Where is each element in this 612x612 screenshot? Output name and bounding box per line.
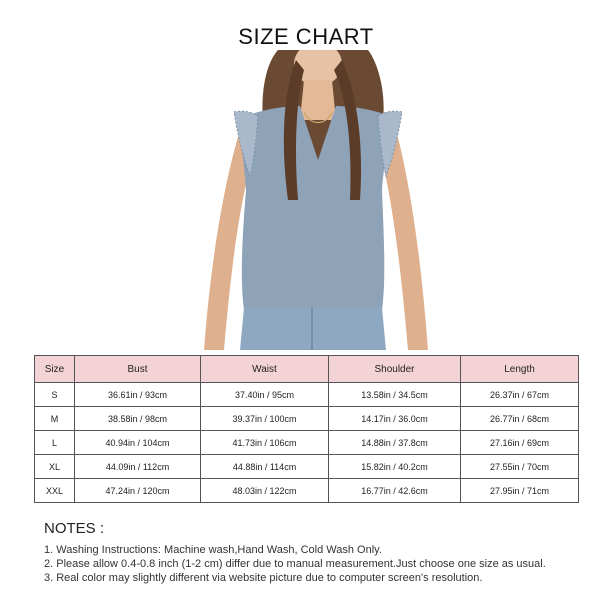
size-cell: XL [35,455,75,479]
header-shoulder: Shoulder [329,356,461,383]
size-cell: XXL [35,479,75,503]
bust-cell: 47.24in / 120cm [75,479,201,503]
size-cell: L [35,431,75,455]
header-waist: Waist [201,356,329,383]
note-item: 3. Real color may slightly different via website picture due to computer screen's resolution. [44,572,483,584]
shoulder-cell: 13.58in / 34.5cm [329,383,461,407]
table-row [35,455,579,479]
waist-cell: 41.73in / 106cm [201,431,329,455]
length-cell: 27.55in / 70cm [461,455,579,479]
shoulder-cell: 14.88in / 37.8cm [329,431,461,455]
table-row [35,431,579,455]
length-cell: 26.37in / 67cm [461,383,579,407]
notes-list [44,543,604,585]
waist-cell: 37.40in / 95cm [201,383,329,407]
bust-cell: 44.09in / 112cm [75,455,201,479]
table-row [35,479,579,503]
header-bust: Bust [75,356,201,383]
product-photo [200,50,430,350]
header-length: Length [461,356,579,383]
note-item: 2. Please allow 0.4-0.8 inch (1-2 cm) differ due to manual measurement.Just choose one size as usual. [44,558,546,570]
length-cell: 26.77in / 68cm [461,407,579,431]
notes-heading: NOTES : [44,520,105,537]
note-item: 1. Washing Instructions: Machine wash,Hand Wash, Cold Wash Only. [44,544,382,556]
bust-cell: 36.61in / 93cm [75,383,201,407]
waist-cell: 48.03in / 122cm [201,479,329,503]
table-row [35,407,579,431]
length-cell: 27.16in / 69cm [461,431,579,455]
notes-section [44,520,604,585]
table-header-row [35,356,579,383]
size-cell: M [35,407,75,431]
bust-cell: 40.94in / 104cm [75,431,201,455]
shoulder-cell: 15.82in / 40.2cm [329,455,461,479]
shoulder-cell: 16.77in / 42.6cm [329,479,461,503]
page-title: SIZE CHART [238,24,374,49]
size-cell: S [35,383,75,407]
table-row [35,383,579,407]
waist-cell: 39.37in / 100cm [201,407,329,431]
shoulder-cell: 14.17in / 36.0cm [329,407,461,431]
size-chart-table [34,355,579,503]
header-size: Size [35,356,75,383]
waist-cell: 44.88in / 114cm [201,455,329,479]
bust-cell: 38.58in / 98cm [75,407,201,431]
length-cell: 27.95in / 71cm [461,479,579,503]
